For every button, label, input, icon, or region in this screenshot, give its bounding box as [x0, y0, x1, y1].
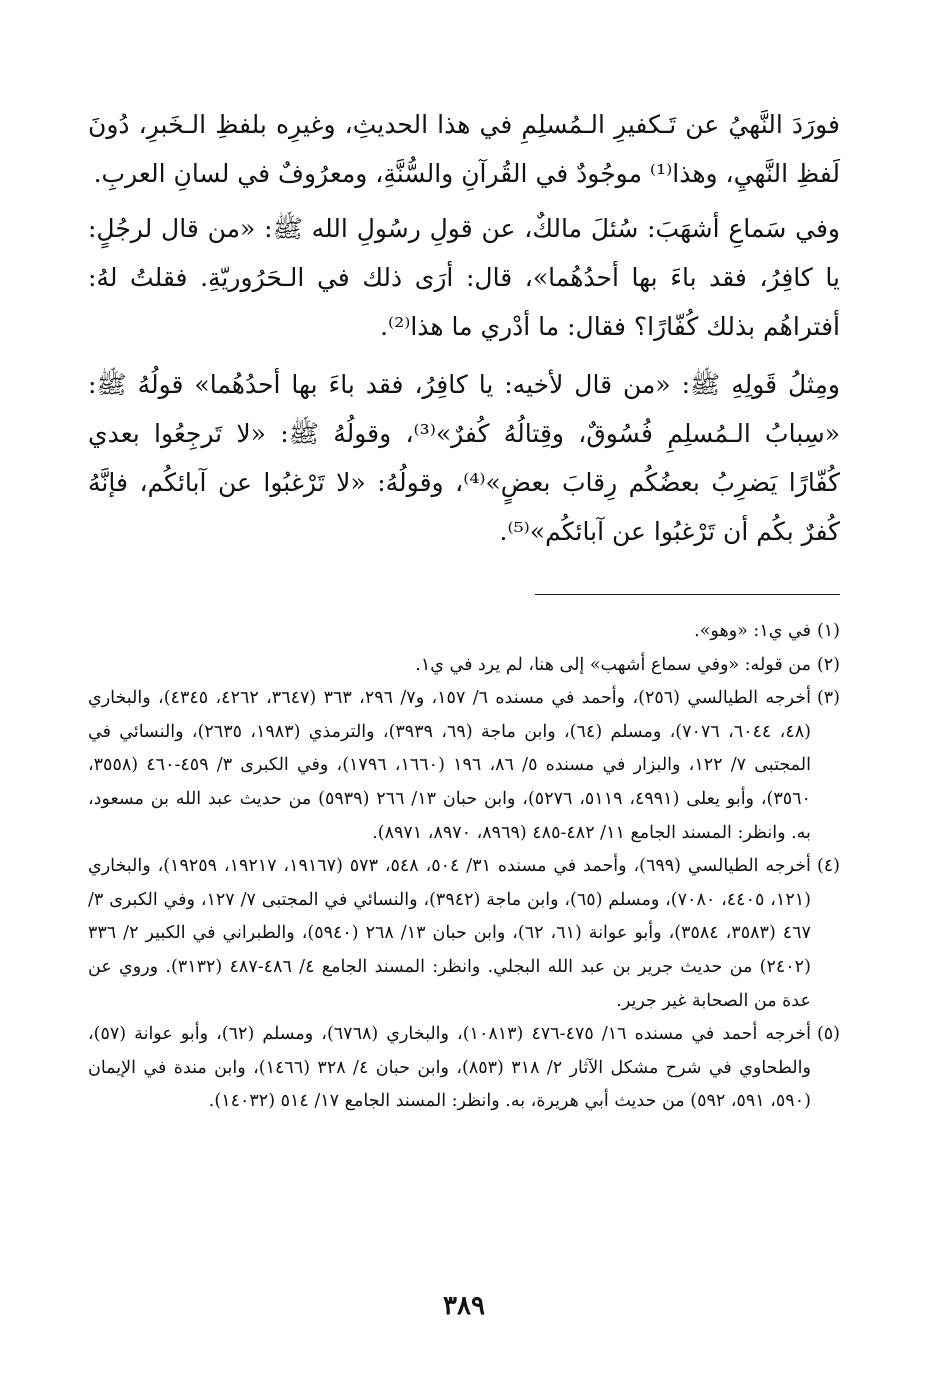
- footnote-number: (١): [816, 621, 840, 641]
- footnote-text: أخرجه الطيالسي (٢٥٦)، وأحمد في مسنده ٦/ ١٥٧، و٧/ ٢٩٦، ٣٦٣ (٣٦٤٧، ٤٢٦٢، ٤٣٤٥)، والبخاري (٤٨، ٦٠٤٤، ٧٠٧٦)، ومسلم (٦٤)، وابن ماجة (٦٩، ٣٩٣٩)، والترمذي (١٩٨٣، ٢٦٣٥)، والنسائي في المجتبى ٧/ ١٢٢، والبزار في مسنده ٥/ ٨٦، ١٩٦ (١٦٦٠، ١٧٩٦)، وفي الكبرى ٣/ ٤٥٩-٤٦٠ (٣٥٥٨، ٣٥٦٠)، وأبو يعلى (٤٩٩١، ٥١١٩، ٥٢٧٦)، وابن حبان ١٣/ ٢٦٦ (٥٩٣٩) من حديث عبد الله بن مسعود، به. وانظر: المسند الجامع ١١/ ٤٨٢-٤٨٥ (٨٩٦٩، ٨٩٧٠، ٨٩٧١).: [88, 688, 811, 843]
- footnote-text: أخرجه أحمد في مسنده ١٦/ ٤٧٥-٤٧٦ (١٠٨١٣)، والبخاري (٦٧٦٨)، ومسلم (٦٢)، وأبو عوانة (٥٧)، والطحاوي في شرح مشكل الآثار ٢/ ٣١٨ (٨٥٣)، وابن حبان ٤/ ٣٢٨ (١٤٦٦)، وابن مندة في الإيمان (٥٩٠، ٥٩١، ٥٩٢) من حديث أبي هريرة، به. وانظر: المسند الجامع ١٧/ ٥١٤ (١٤٠٣٢).: [88, 1024, 811, 1112]
- footnote-separator: [535, 594, 840, 595]
- paragraph-3: ومِثلُ قَولِهِ ﷺ: «من قال لأخيه: يا كافِرُ، فقد باءَ بها أحدُهُما» قولُهُ ﷺ: «سِبابُ الـمُسلِمِ فُسُوقٌ، وقِتالُهُ كُفرٌ»⁽³⁾، وقولُهُ ﷺ: «لا تَرجِعُوا بعدي كُفّارًا يَضرِبُ بعضُكُم رِقابَ بعضٍ»⁽⁴⁾، وقولُهُ: «لا تَرْغبُوا عن آبائكُم، فإنَّهُ كُفرٌ بكُم أن تَرْغبُوا عن آبائكُم»⁽⁵⁾.: [88, 370, 840, 546]
- footnote-3: [88, 682, 840, 850]
- paragraph-2: وفي سَماعِ أشهَبَ: سُئلَ مالكٌ، عن قولِ رسُولِ الله ﷺ: «من قال لرجُلٍ: يا كافِرُ، فقد باءَ بها أحدُهُما»، قال: أرَى ذلك في الـحَرُوريّةِ. فقلتُ لهُ: أفتراهُم بذلك كُفّارًا؟ فقال: ما أدْري ما هذا⁽²⁾.: [88, 214, 840, 341]
- footnote-4: [88, 850, 840, 1018]
- footnotes: [88, 615, 840, 1119]
- footnote-text: في ي١: «وهو».: [694, 621, 811, 641]
- paragraph-1: فورَدَ النَّهيُ عن تَـكفيرِ الـمُسلِمِ في هذا الحديثِ، وغيرِه بلفظِ الـخَبرِ، دُونَ لَفظِ النَّهيِ، وهذا⁽¹⁾ موجُودٌ في القُرآنِ والسُّنَّةِ، ومعرُوفٌ في لسانِ العربِ.: [88, 110, 840, 188]
- footnote-5: [88, 1018, 840, 1119]
- footnote-number: (٢): [816, 654, 840, 675]
- footnote-number: (٣): [816, 688, 840, 709]
- footnote-1: [88, 615, 840, 649]
- page-number: ٣٨٩: [443, 1291, 485, 1321]
- footnote-number: (٥): [816, 1024, 840, 1045]
- footnote-text: أخرجه الطيالسي (٦٩٩)، وأحمد في مسنده ٣١/ ٥٠٤، ٥٤٨، ٥٧٣ (١٩١٦٧، ١٩٢١٧، ١٩٢٥٩)، والبخاري (١٢١، ٤٤٠٥، ٧٠٨٠)، ومسلم (٦٥)، وابن ماجة (٣٩٤٢)، والنسائي في المجتبى ٧/ ١٢٧، وفي الكبرى ٣/ ٤٦٧ (٣٥٨٣، ٣٥٨٤)، وأبو عوانة (٦١، ٦٢)، وابن حبان ١٣/ ٢٦٨ (٥٩٤٠)، والطبراني في الكبير ٢/ ٣٣٦ (٢٤٠٢) من حديث جرير بن عبد الله البجلي. وانظر: المسند الجامع ٤/ ٤٨٦-٤٨٧ (٣١٣٢). وروي عن عدة من الصحابة غير جرير.: [88, 856, 811, 1011]
- footnote-2: [88, 649, 840, 683]
- footnote-number: (٤): [816, 856, 840, 877]
- footnote-text: من قوله: «وفي سماع أشهب» إلى هنا، لم يرد في ي١.: [415, 654, 811, 675]
- main-text: [88, 100, 840, 565]
